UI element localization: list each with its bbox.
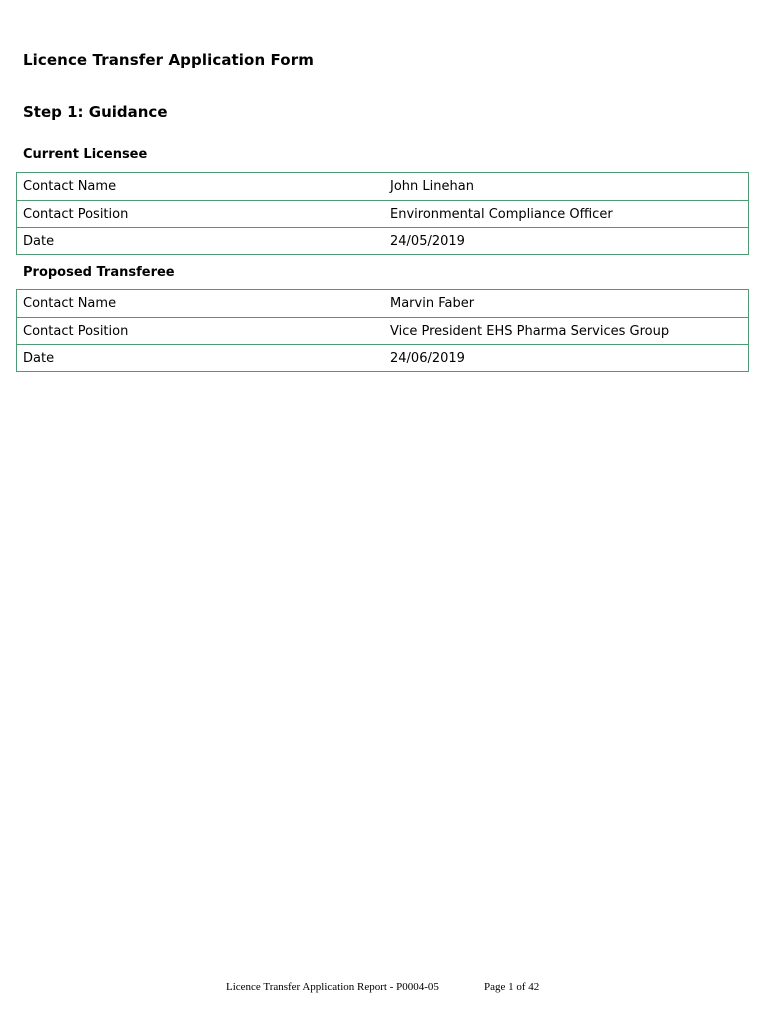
document-title: Licence Transfer Application Form — [23, 51, 314, 69]
footer-page-number: Page 1 of 42 — [484, 981, 540, 993]
table-row — [17, 173, 748, 200]
field-value: Vice President EHS Pharma Services Group — [390, 323, 670, 339]
proposed-transferee-table — [16, 289, 749, 372]
table-row — [17, 317, 748, 344]
field-value: 24/06/2019 — [390, 350, 465, 366]
footer-report-name: Licence Transfer Application Report - P0004-05 — [226, 981, 439, 993]
field-value: Environmental Compliance Officer — [390, 206, 613, 222]
field-label: Date — [23, 350, 55, 366]
field-label: Contact Position — [23, 323, 129, 339]
field-label: Contact Name — [23, 179, 117, 194]
field-label: Contact Position — [23, 206, 129, 222]
current-licensee-heading: Current Licensee — [23, 147, 148, 162]
table-row — [17, 290, 748, 317]
field-label: Contact Name — [23, 296, 117, 311]
field-value: 24/05/2019 — [390, 233, 465, 249]
proposed-transferee-heading: Proposed Transferee — [23, 265, 175, 280]
step-title: Step 1: Guidance — [23, 103, 168, 121]
field-value: Marvin Faber — [390, 296, 475, 311]
table-row — [17, 227, 748, 254]
table-row — [17, 344, 748, 371]
field-value: John Linehan — [390, 179, 474, 194]
field-label: Date — [23, 233, 55, 249]
table-row — [17, 200, 748, 227]
current-licensee-table — [16, 172, 749, 255]
